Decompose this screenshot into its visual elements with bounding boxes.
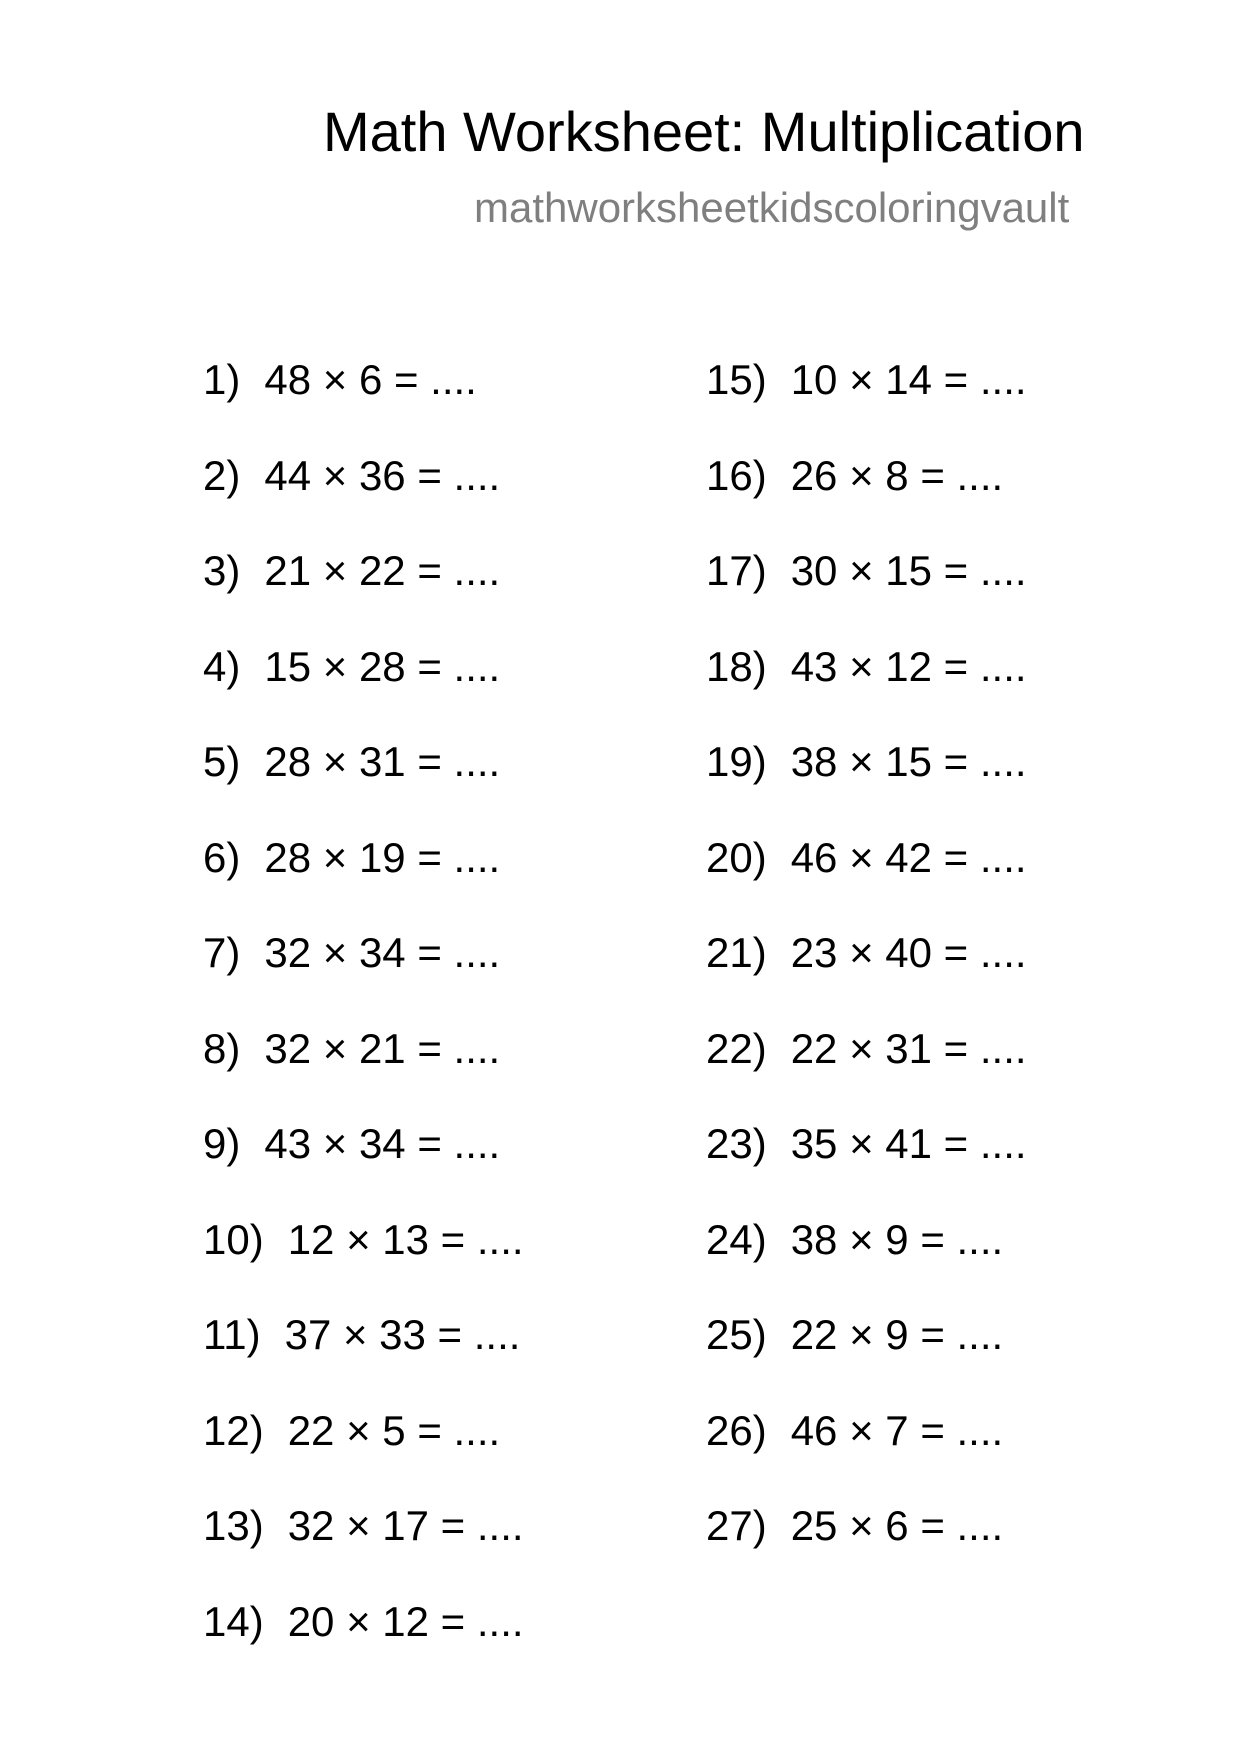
problem-expression: 38 × 15 = .... (790, 738, 1027, 785)
problems-right-column (706, 352, 1027, 1594)
problem-number: 26) (706, 1406, 767, 1454)
problem-number: 15) (706, 356, 767, 403)
problem-number: 2) (203, 451, 241, 499)
problem-number: 17) (706, 547, 767, 594)
problem-number: 13) (203, 1502, 264, 1549)
problem-number: 4) (203, 642, 241, 690)
problem-expression: 25 × 6 = .... (790, 1502, 1004, 1549)
problem-number: 23) (706, 1120, 767, 1167)
problem-number: 19) (706, 738, 767, 785)
problem-expression: 22 × 31 = .... (790, 1024, 1027, 1072)
problem-expression: 44 × 36 = .... (264, 451, 501, 499)
problem-expression: 43 × 12 = .... (790, 642, 1027, 690)
problem-expression: 32 × 34 = .... (264, 929, 501, 976)
problem-number: 12) (203, 1406, 264, 1454)
problem-item (706, 734, 1027, 830)
problem-expression: 46 × 42 = .... (790, 833, 1027, 881)
problem-expression: 12 × 13 = .... (287, 1215, 524, 1263)
problem-expression: 22 × 9 = .... (790, 1311, 1004, 1358)
problem-expression: 38 × 9 = .... (790, 1215, 1004, 1263)
problem-expression: 32 × 17 = .... (287, 1502, 524, 1549)
problem-expression: 26 × 8 = .... (790, 451, 1004, 499)
problem-item (203, 543, 524, 639)
problem-item (203, 1403, 524, 1499)
problem-number: 20) (706, 833, 767, 881)
problem-number: 14) (203, 1597, 264, 1645)
problem-expression: 15 × 28 = .... (264, 642, 501, 690)
problem-number: 9) (203, 1120, 241, 1167)
problem-item (203, 1498, 524, 1594)
problem-expression: 23 × 40 = .... (790, 929, 1027, 976)
problem-number: 10) (203, 1215, 264, 1263)
problem-item (203, 1116, 524, 1212)
problem-number: 16) (706, 451, 767, 499)
problem-item (203, 1021, 524, 1117)
problem-item (203, 1594, 524, 1690)
problem-item (203, 1307, 524, 1403)
problem-expression: 30 × 15 = .... (790, 547, 1027, 594)
problem-expression: 22 × 5 = .... (287, 1406, 501, 1454)
problem-item (706, 1212, 1027, 1308)
page-title: Math Worksheet: Multiplication (323, 100, 1085, 163)
problem-number: 21) (706, 929, 767, 976)
problem-number: 25) (706, 1311, 767, 1358)
problem-number: 27) (706, 1502, 767, 1549)
problem-number: 18) (706, 642, 767, 690)
problem-item (706, 1498, 1027, 1594)
problem-number: 3) (203, 547, 241, 594)
problem-number: 8) (203, 1024, 241, 1072)
problem-item (203, 1212, 524, 1308)
problem-expression: 32 × 21 = .... (264, 1024, 501, 1072)
problem-item (706, 448, 1027, 544)
problem-item (203, 830, 524, 926)
problem-number: 7) (203, 929, 241, 976)
problem-expression: 28 × 31 = .... (264, 738, 501, 785)
problem-number: 6) (203, 833, 241, 881)
problem-item (203, 448, 524, 544)
problem-expression: 35 × 41 = .... (790, 1120, 1027, 1167)
problem-item (706, 1116, 1027, 1212)
problem-item (706, 1021, 1027, 1117)
problem-expression: 46 × 7 = .... (790, 1406, 1004, 1454)
problem-number: 24) (706, 1215, 767, 1263)
problem-item (203, 639, 524, 735)
problem-expression: 10 × 14 = .... (790, 356, 1027, 403)
problem-number: 5) (203, 738, 241, 785)
problem-item (706, 543, 1027, 639)
problem-item (706, 830, 1027, 926)
problem-expression: 28 × 19 = .... (264, 833, 501, 881)
problem-expression: 21 × 22 = .... (264, 547, 501, 594)
problem-number: 11) (203, 1311, 261, 1358)
problem-expression: 37 × 33 = .... (284, 1311, 521, 1358)
page-subtitle: mathworksheetkidscoloringvault (474, 184, 1070, 231)
problem-item (706, 1307, 1027, 1403)
problems-left-column (203, 352, 524, 1689)
problem-expression: 43 × 34 = .... (264, 1120, 501, 1167)
problem-number: 1) (203, 356, 241, 403)
problem-expression: 20 × 12 = .... (287, 1597, 524, 1645)
problem-item (706, 639, 1027, 735)
problem-number: 22) (706, 1024, 767, 1072)
problem-expression: 48 × 6 = .... (264, 356, 477, 403)
problem-item (203, 352, 524, 448)
problem-item (203, 925, 524, 1021)
problem-item (706, 1403, 1027, 1499)
problem-item (706, 925, 1027, 1021)
problem-item (203, 734, 524, 830)
problem-item (706, 352, 1027, 448)
